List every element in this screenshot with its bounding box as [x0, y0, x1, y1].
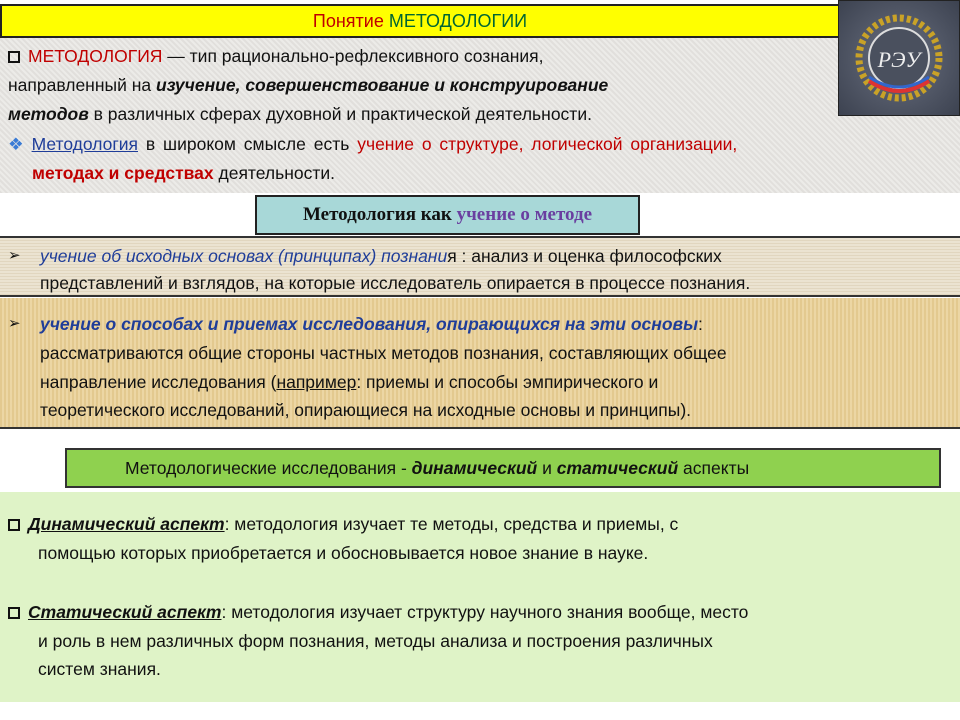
- slide-title: [0, 4, 840, 38]
- definition-section: [0, 38, 960, 193]
- aspects-header: Методологические исследования - динамический и статический аспекты: [65, 448, 941, 488]
- dynamic-aspect-line-1: Динамический аспект: методология изучает те методы, средства и приемы, с: [8, 514, 678, 535]
- dynamic-aspect-line-2: помощью которых приобретается и обосновывается новое знание в науке.: [38, 543, 649, 563]
- checkbox-bullet-icon: [8, 51, 20, 63]
- item2-line-4: теоретического исследований, опирающиеся на исходные основы и принципы).: [40, 400, 692, 420]
- title-part2: МЕТОДОЛОГИИ: [388, 11, 528, 31]
- arrow-bullet-icon: ➢: [8, 247, 21, 264]
- definition-line-2: направленный на изучение, совершенствование и конструирование: [8, 75, 609, 95]
- aspects-section: [0, 492, 960, 702]
- item2-line-2: рассматриваются общие стороны частных методов познания, составляющих общее: [40, 343, 727, 363]
- diamond-bullet-icon: ❖: [8, 134, 24, 154]
- item1-line-2: представлений и взглядов, на которые исследователь опирается в процессе познания.: [40, 273, 751, 293]
- static-aspect-line-3: систем знания.: [38, 659, 161, 679]
- static-aspect-line-2: и роль в нем различных форм познания, методы анализа и построения различных: [38, 631, 713, 651]
- broad-definition-line-1: ❖ Методология в широком смысле есть учение о структуре, логической организации,: [8, 134, 738, 154]
- definition-line-1: МЕТОДОЛОГИЯ — тип рационально-рефлексивного сознания,: [8, 46, 544, 67]
- title-part1: Понятие: [312, 11, 384, 31]
- arrow-bullet-icon: ➢: [8, 315, 21, 332]
- checkbox-bullet-icon: [8, 607, 20, 619]
- definition-line-3: методов в различных сферах духовной и практической деятельности.: [8, 104, 592, 124]
- item-methods: ➢ учение о способах и приемах исследования, опирающихся на эти основы: рассматриваются общие стороны частных методов познания, составляющих общее направление исследования (например: приемы и способы эмпирического и теоретического исследований, опирающиеся на исходные основы и принципы).: [0, 298, 960, 429]
- static-aspect-line-1: Статический аспект: методология изучает структуру научного знания вообще, место: [8, 602, 748, 623]
- university-logo: [838, 0, 960, 116]
- item-principles: ➢ учение об исходных основах (принципах) познания : анализ и оценка философских представлений и взглядов, на которые исследователь опирается в процессе познания.: [0, 236, 960, 297]
- checkbox-bullet-icon: [8, 519, 20, 531]
- broad-definition-line-2: методах и средствах деятельности.: [32, 163, 336, 183]
- subtitle-box: Методология как учение о методе: [255, 195, 640, 235]
- svg-text:РЭУ: РЭУ: [877, 47, 921, 72]
